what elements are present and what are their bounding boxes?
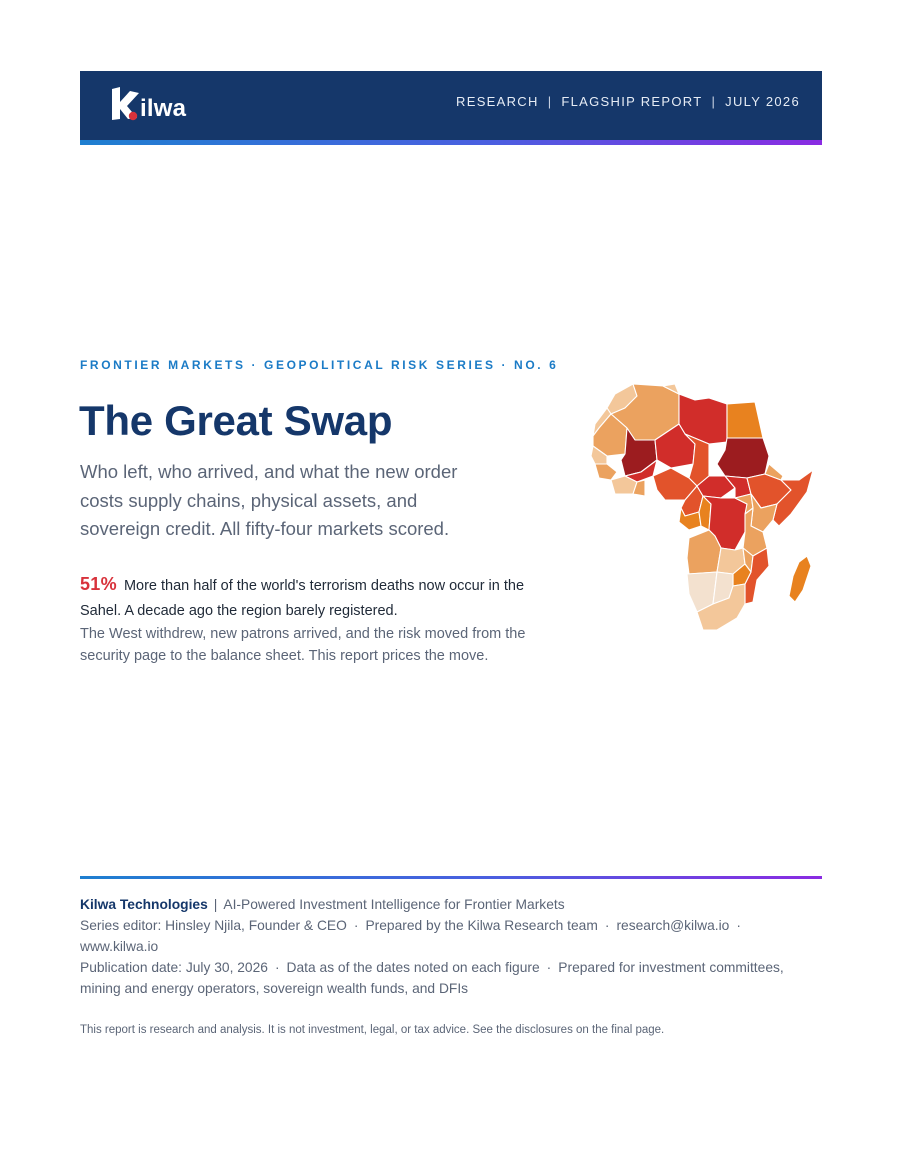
report-title: The Great Swap bbox=[79, 397, 393, 444]
header-meta-date: JULY 2026 bbox=[725, 94, 800, 109]
country-guinea bbox=[595, 464, 617, 480]
header-gradient-rule bbox=[80, 140, 822, 145]
series-eyebrow: FRONTIER MARKETS · GEOPOLITICAL RISK SERIES · NO. 6 bbox=[80, 358, 559, 372]
key-stat-value: 51% bbox=[80, 574, 117, 594]
country-sudan bbox=[717, 438, 769, 478]
africa-risk-map bbox=[585, 380, 820, 635]
footer-org-name: Kilwa Technologies bbox=[80, 897, 208, 912]
footer-audience: Prepared for investment committees, mining and energy operators, sovereign wealth funds, and DFIs bbox=[80, 960, 784, 996]
header-meta: RESEARCH | FLAGSHIP REPORT | JULY 2026 bbox=[456, 94, 800, 109]
footer-website-link[interactable]: www.kilwa.io bbox=[80, 939, 159, 954]
country-egypt bbox=[727, 402, 763, 438]
report-subtitle: Who left, who arrived, and what the new order costs supply chains, physical assets, and sovereign credit. All fifty-four markets scored. bbox=[80, 461, 458, 539]
footer-line-org: Kilwa Technologies | AI-Powered Investment Intelligence for Frontier Markets bbox=[80, 897, 565, 912]
footer-data-note: Data as of the dates noted on each figure bbox=[286, 960, 540, 975]
footer-credits bbox=[80, 894, 822, 999]
key-stat bbox=[80, 572, 540, 624]
footer-prepared-by: Prepared by the Kilwa Research team bbox=[365, 918, 598, 933]
country-angola bbox=[687, 530, 721, 574]
footer-editor: Series editor: Hinsley Njila, Founder & CEO bbox=[80, 918, 347, 933]
report-header-bar bbox=[80, 71, 822, 140]
footer-pub-date: Publication date: July 30, 2026 bbox=[80, 960, 268, 975]
footer-line-publication: Publication date: July 30, 2026 · Data as of the dates noted on each figure · Prepared for investment committees, mining and energy operators, sovereign wealth funds, and DFIs bbox=[80, 960, 784, 996]
footer-disclaimer: This report is research and analysis. It is not investment, legal, or tax advice. See the disclosures on the final page. bbox=[80, 1024, 665, 1036]
header-meta-type: FLAGSHIP REPORT bbox=[561, 94, 703, 109]
footer-line-contributors: Series editor: Hinsley Njila, Founder & CEO · Prepared by the Kilwa Research team · research@kilwa.io · www.kilwa.io bbox=[80, 918, 741, 954]
footer-email-link[interactable]: research@kilwa.io bbox=[616, 918, 730, 933]
logo-wordmark: ilwa bbox=[140, 95, 187, 122]
key-stat-detail: The West withdrew, new patrons arrived, and the risk moved from the security page to the balance sheet. This report prices the move. bbox=[80, 626, 526, 664]
key-stat-text: More than half of the world's terrorism deaths now occur in the Sahel. A decade ago the region barely registered. bbox=[80, 578, 525, 619]
header-meta-section: RESEARCH bbox=[456, 94, 539, 109]
footer-gradient-rule bbox=[80, 876, 822, 879]
country-madagascar bbox=[789, 556, 811, 602]
kilwa-logo bbox=[108, 81, 186, 123]
footer-tagline: AI-Powered Investment Intelligence for Frontier Markets bbox=[223, 897, 565, 912]
kilwa-k-icon bbox=[108, 85, 142, 123]
